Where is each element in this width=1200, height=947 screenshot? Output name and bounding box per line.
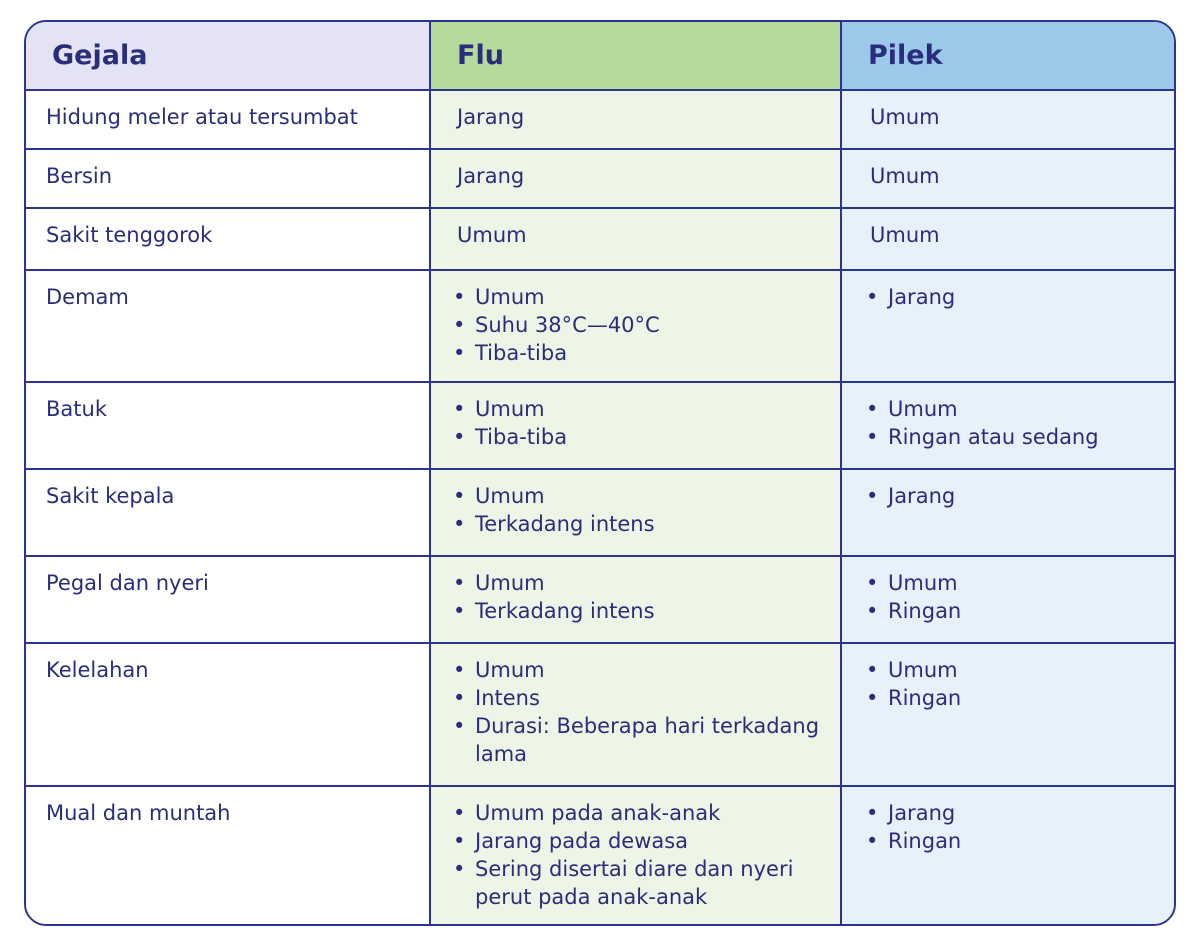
list-item: • Durasi: Beberapa hari terkadang lama [451, 712, 840, 768]
pilek-bullet-list [864, 569, 1174, 625]
list-item: • Intens [451, 684, 840, 712]
list-item: • Suhu 38°C—40°C [451, 311, 840, 339]
list-item: • Terkadang intens [451, 510, 840, 538]
pilek-bullet-list [864, 283, 1174, 311]
flu-bullet-list [451, 395, 840, 451]
pilek-bullet-list [864, 395, 1174, 451]
list-item: • Ringan [864, 684, 1174, 712]
cell-gejala: Mual dan muntah [26, 786, 430, 926]
flu-bullet-list [451, 482, 840, 538]
cell-pilek [841, 556, 1174, 643]
list-item: • Jarang [864, 482, 1174, 510]
table-row [26, 469, 1174, 556]
list-item: • Ringan [864, 827, 1174, 855]
cell-gejala: Hidung meler atau tersumbat [26, 90, 430, 149]
cell-gejala: Sakit kepala [26, 469, 430, 556]
pilek-bullet-list [864, 799, 1174, 855]
list-item: • Umum [451, 656, 840, 684]
pilek-value: Umum [870, 164, 940, 188]
cell-flu [430, 643, 841, 786]
list-item: • Ringan [864, 597, 1174, 625]
table-row [26, 149, 1174, 208]
cell-pilek [841, 786, 1174, 926]
list-item: • Umum [451, 395, 840, 423]
cell-pilek [841, 270, 1174, 382]
cell-flu [430, 90, 841, 149]
header-pilek: Pilek [841, 22, 1174, 90]
list-item: • Umum [864, 395, 1174, 423]
list-item: • Jarang [864, 799, 1174, 827]
list-item: • Terkadang intens [451, 597, 840, 625]
list-item: • Jarang [864, 283, 1174, 311]
cell-flu [430, 208, 841, 270]
table-row [26, 270, 1174, 382]
list-item: • Umum [451, 283, 840, 311]
list-item: • Umum pada anak-anak [451, 799, 840, 827]
table-row [26, 382, 1174, 469]
flu-bullet-list [451, 799, 840, 911]
list-item: • Jarang pada dewasa [451, 827, 840, 855]
cell-flu [430, 382, 841, 469]
table-row [26, 208, 1174, 270]
table-row [26, 643, 1174, 786]
flu-bullet-list [451, 569, 840, 625]
cell-pilek [841, 643, 1174, 786]
list-item: • Ringan atau sedang [864, 423, 1174, 451]
cell-gejala: Pegal dan nyeri [26, 556, 430, 643]
list-item: • Umum [864, 569, 1174, 597]
cell-flu [430, 270, 841, 382]
cell-flu [430, 556, 841, 643]
cell-gejala: Bersin [26, 149, 430, 208]
table-row [26, 786, 1174, 926]
cell-gejala: Sakit tenggorok [26, 208, 430, 270]
cell-gejala: Kelelahan [26, 643, 430, 786]
pilek-bullet-list [864, 482, 1174, 510]
cell-pilek [841, 469, 1174, 556]
cell-pilek [841, 208, 1174, 270]
cell-pilek [841, 382, 1174, 469]
list-item: • Tiba-tiba [451, 339, 840, 367]
flu-value: Jarang [457, 105, 525, 129]
cell-flu [430, 786, 841, 926]
header-flu: Flu [430, 22, 841, 90]
list-item: • Sering disertai diare dan nyeri perut pada anak-anak [451, 855, 840, 911]
flu-value: Jarang [457, 164, 525, 188]
cell-flu [430, 149, 841, 208]
header-gejala: Gejala [26, 22, 430, 90]
header-row [26, 22, 1174, 90]
flu-value: Umum [457, 223, 527, 247]
table-row [26, 90, 1174, 149]
cell-pilek [841, 90, 1174, 149]
list-item: • Tiba-tiba [451, 423, 840, 451]
flu-bullet-list [451, 283, 840, 367]
cell-flu [430, 469, 841, 556]
table-row [26, 556, 1174, 643]
cell-gejala: Batuk [26, 382, 430, 469]
flu-bullet-list [451, 656, 840, 768]
pilek-value: Umum [870, 105, 940, 129]
cell-gejala: Demam [26, 270, 430, 382]
comparison-table [26, 22, 1174, 926]
list-item: • Umum [451, 569, 840, 597]
cell-pilek [841, 149, 1174, 208]
list-item: • Umum [864, 656, 1174, 684]
symptom-comparison-table [24, 20, 1176, 926]
list-item: • Umum [451, 482, 840, 510]
pilek-bullet-list [864, 656, 1174, 712]
pilek-value: Umum [870, 223, 940, 247]
